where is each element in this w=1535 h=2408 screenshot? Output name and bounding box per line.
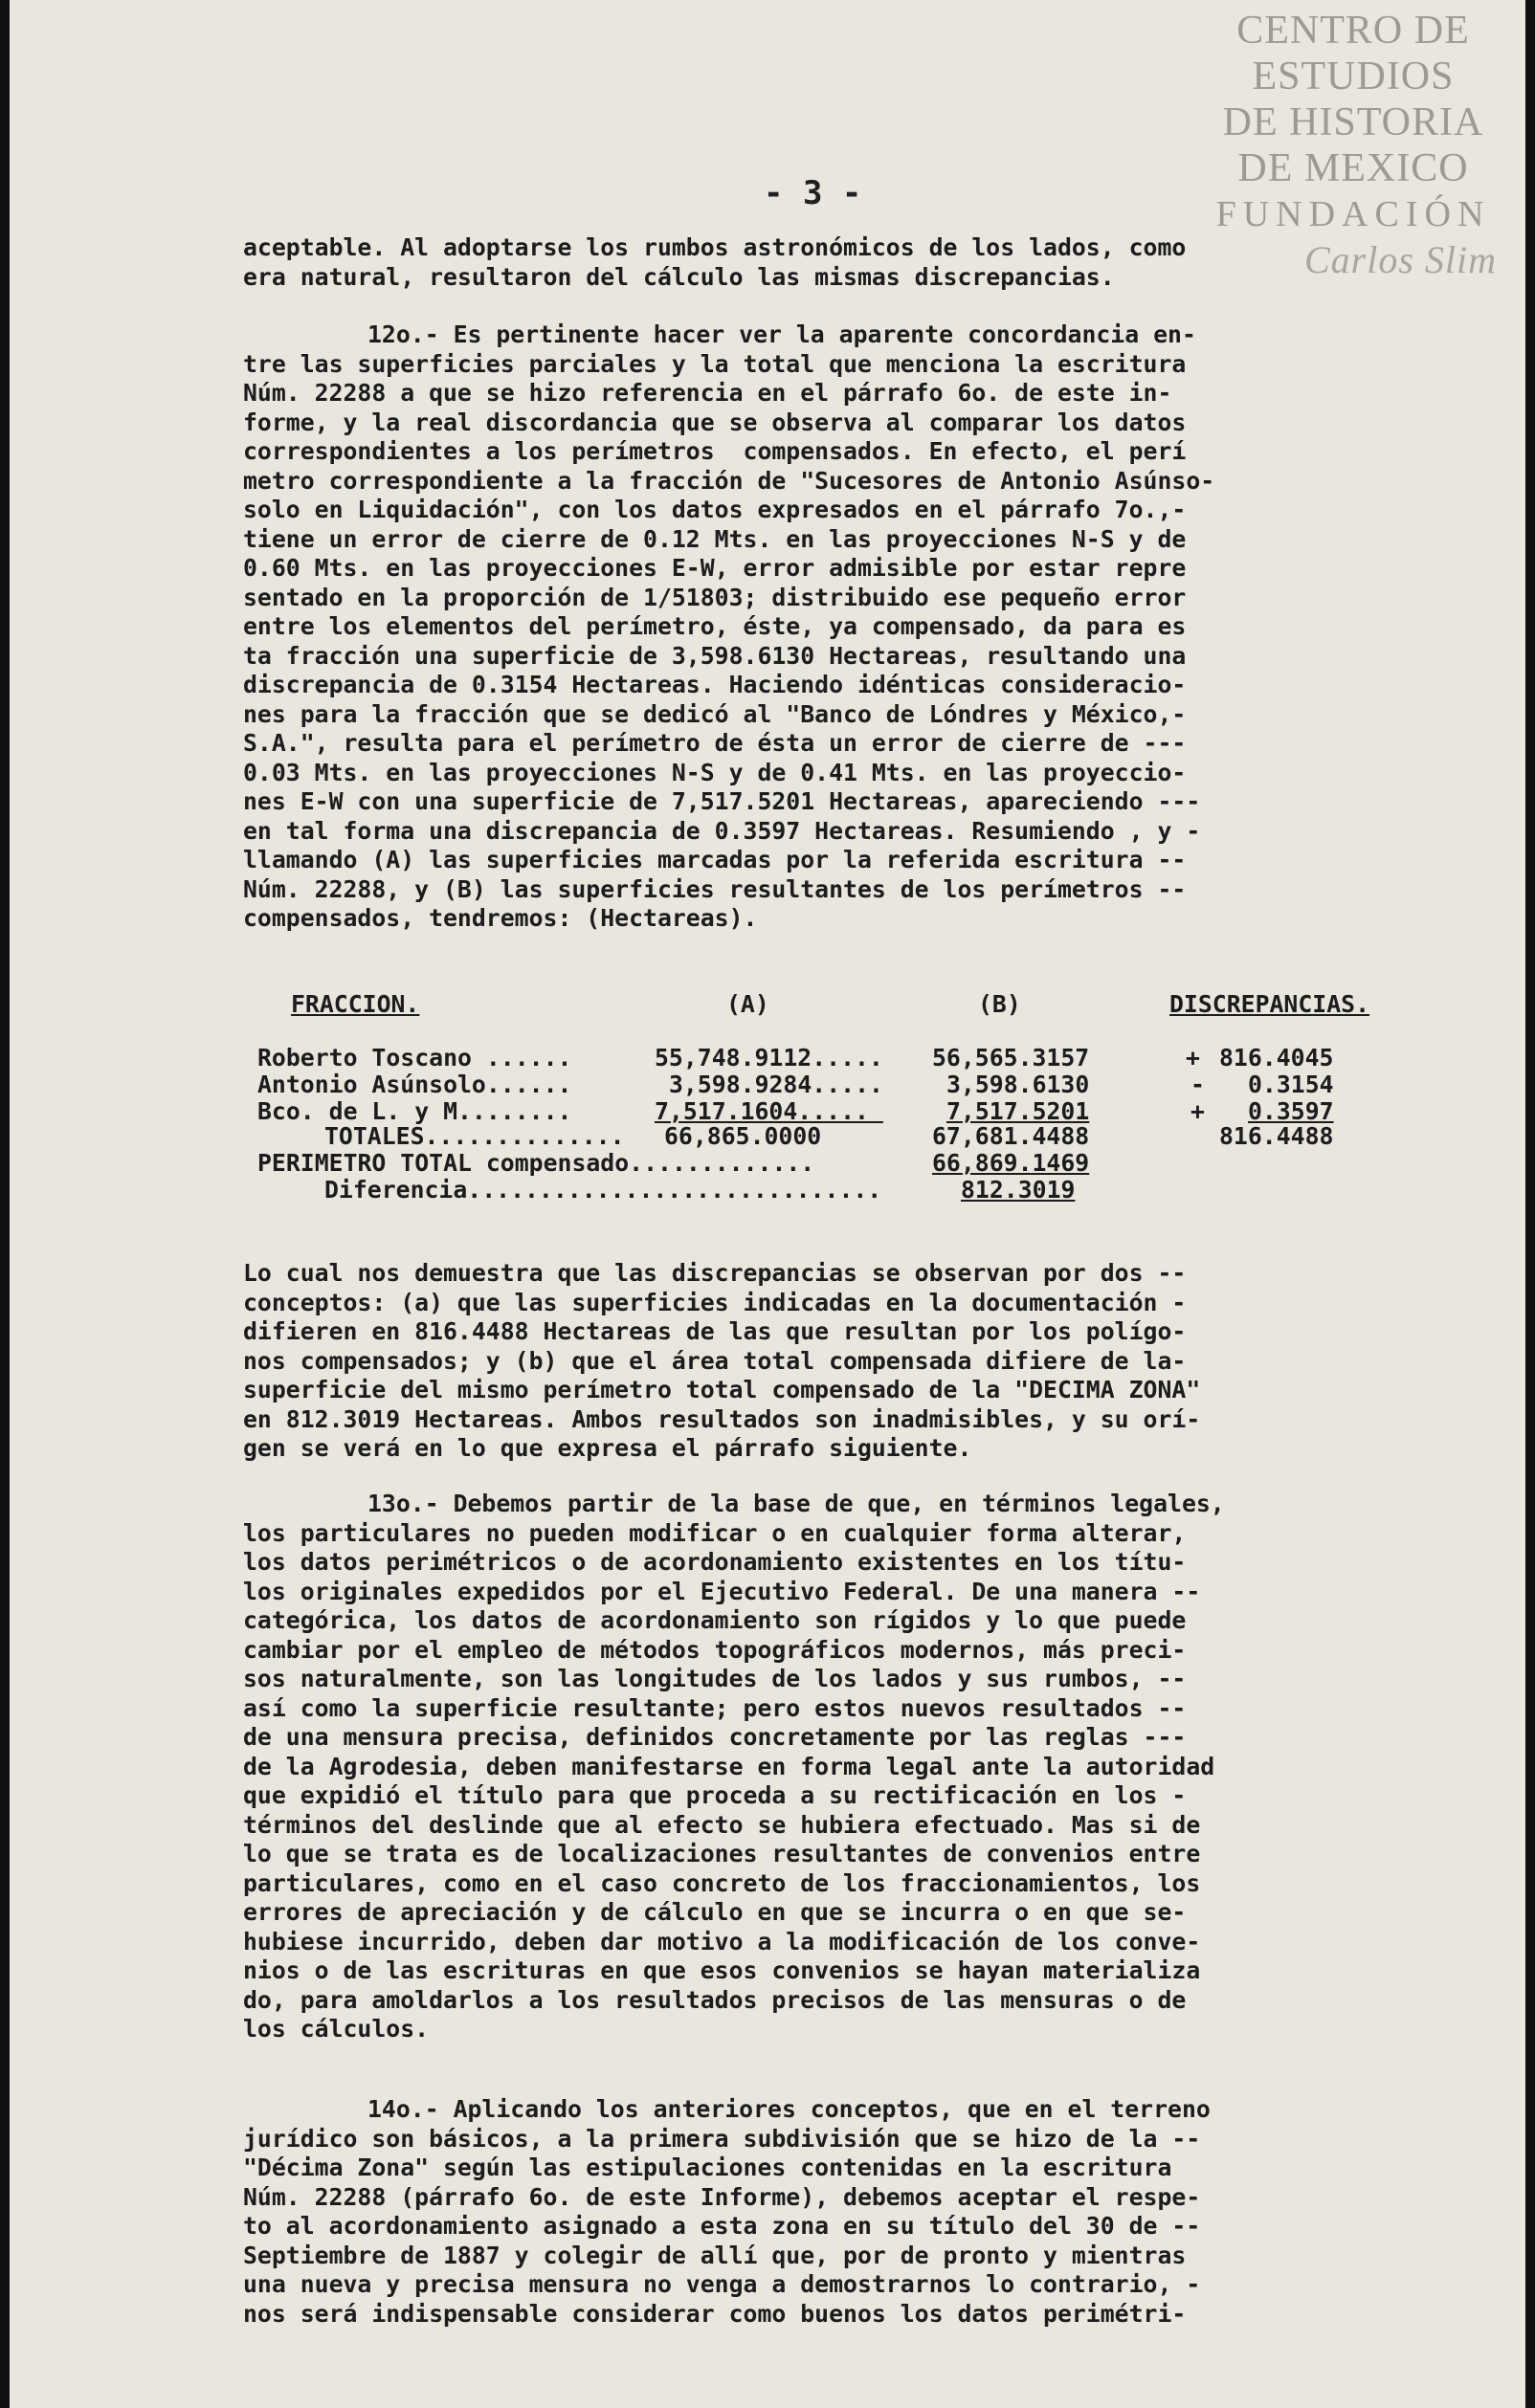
row-label: Bco. de L. y M........ [257, 1097, 572, 1125]
text-line: 0.60 Mts. en las proyecciones E-W, error admisible por estar repre [243, 554, 1187, 582]
text-line: era natural, resultaron del cálculo las mismas discrepancias. [243, 262, 1115, 291]
row-a: 7,517.1604..... [655, 1097, 883, 1125]
text-line: 12o.- Es pertinente hacer ver la aparente concordancia en- [367, 320, 1196, 348]
text-line: de una mensura precisa, definidos concretamente por las reglas --- [243, 1723, 1187, 1751]
watermark-line-4: DE MEXICO [1237, 146, 1469, 190]
text-line: 14o.- Aplicando los anteriores conceptos, que en el terreno [367, 2095, 1211, 2123]
watermark-line-3: DE HISTORIA [1222, 100, 1484, 144]
paragraph-intro [243, 233, 1449, 292]
text-line: que expidió el título para que proceda a su rectificación en los - [243, 1781, 1187, 1809]
watermark-line-1: CENTRO DE [1236, 9, 1470, 53]
text-line: en 812.3019 Hectareas. Ambos resultados son inadmisibles, y su orí- [243, 1404, 1201, 1433]
text-line: Núm. 22288 a que se hizo referencia en el párrafo 6o. de este in- [243, 379, 1172, 407]
diferencia-row [243, 1176, 1449, 1204]
text-line: hubiese incurrido, deben dar motivo a la modificación de los conve- [243, 1927, 1201, 1955]
text-line: gen se verá en lo que expresa el párrafo siguiente. [243, 1434, 972, 1462]
text-line: en tal forma una discrepancia de 0.3597 Hectareas. Resumiendo , y - [243, 816, 1201, 845]
row-b: 3,598.6130 [946, 1071, 1090, 1098]
totals-a: 66,865.0000 [664, 1122, 822, 1150]
text-line: Núm. 22288 (párrafo 6o. de este Informe), debemos aceptar el respe- [243, 2182, 1201, 2211]
text-line: cambiar por el empleo de métodos topográficos modernos, más preci- [243, 1635, 1187, 1664]
paragraph-conclusion [243, 1259, 1449, 1464]
totals-b: 67,681.4488 [932, 1122, 1090, 1150]
paragraph-14 [243, 2095, 1449, 2329]
text-line: tre las superficies parciales y la total que menciona la escritura [243, 349, 1187, 378]
perimetro-b: 66,869.1469 [932, 1149, 1090, 1177]
header-a: (A) [726, 990, 769, 1018]
text-line: Lo cual nos demuestra que las discrepancias se observan por dos -- [243, 1259, 1187, 1287]
header-b: (B) [978, 990, 1021, 1018]
totals-label: TOTALES.............. [324, 1122, 625, 1150]
paragraph-13 [243, 1490, 1449, 2044]
text-line: particulares, como en el caso concreto de los fraccionamientos, los [243, 1868, 1201, 1897]
row-a: 55,748.9112..... [655, 1044, 883, 1071]
totals-row [243, 1122, 1449, 1151]
page-number: - 3 - [764, 174, 862, 212]
row-disc: 0.3154 [1248, 1071, 1334, 1098]
text-line: discrepancia de 0.3154 Hectareas. Haciendo idénticas consideracio- [243, 671, 1187, 698]
text-line: tiene un error de cierre de 0.12 Mts. en las proyecciones N-S y de [243, 524, 1187, 553]
text-line: entre los elementos del perímetro, éste, ya compensado, da para es [243, 612, 1187, 640]
text-line: superficie del mismo perímetro total compensado de la "DECIMA ZONA" [243, 1376, 1201, 1403]
text-line: jurídico son básicos, a la primera subdivisión que se hizo de la -- [243, 2124, 1201, 2153]
table-row [243, 1044, 1449, 1072]
text-line: así como la superficie resultante; pero estos nuevos resultados -- [243, 1693, 1187, 1722]
text-line: nios o de las escrituras en que esos convenios se hayan materializa [243, 1956, 1201, 1984]
text-line: nos compensados; y (b) que el área total compensada difiere de la- [243, 1346, 1187, 1375]
row-label: Roberto Toscano ...... [257, 1044, 572, 1071]
text-line: 13o.- Debemos partir de la base de que, en términos legales, [367, 1490, 1225, 1517]
perimetro-row [243, 1149, 1449, 1178]
text-line: 0.03 Mts. en las proyecciones N-S y de 0.41 Mts. en las proyeccio- [243, 758, 1187, 786]
watermark-foundation: FUNDACIÓN [1215, 194, 1491, 234]
text-line: to al acordonamiento asignado a esta zona en su título del 30 de -- [243, 2212, 1201, 2240]
text-line: metro correspondiente a la fracción de "Sucesores de Antonio Asúnso- [243, 466, 1215, 495]
row-label: Antonio Asúnsolo...... [257, 1071, 587, 1098]
text-line: difieren en 816.4488 Hectareas de las que resultan por los polígo- [243, 1317, 1187, 1345]
header-discrepancias: DISCREPANCIAS. [1169, 990, 1370, 1018]
row-disc: 0.3597 [1248, 1097, 1334, 1125]
text-line: conceptos: (a) que las superficies indicadas en la documentación - [243, 1288, 1187, 1316]
text-line: de la Agrodesia, deben manifestarse en forma legal ante la autoridad [243, 1752, 1215, 1780]
document-page [10, 0, 1525, 2408]
watermark-line-2: ESTUDIOS [1252, 55, 1455, 99]
text-line: términos del deslinde que al efecto se hubiera efectuado. Mas si de [243, 1810, 1201, 1839]
text-line: los particulares no pueden modificar o en cualquier forma alterar, [243, 1518, 1187, 1547]
text-line: Septiembre de 1887 y colegir de allí que, por de pronto y mientras [243, 2241, 1187, 2269]
watermark-signature: Carlos Slim [1303, 238, 1497, 281]
text-line: una nueva y precisa mensura no venga a demostrarnos lo contrario, - [243, 2270, 1201, 2298]
row-a: 3,598.9284..... [669, 1071, 898, 1098]
diferencia-b: 812.3019 [961, 1176, 1076, 1204]
header-fraccion: FRACCION. [291, 990, 420, 1018]
text-line: sos naturalmente, son las longitudes de los lados y sus rumbos, -- [243, 1665, 1187, 1692]
text-line: sentado en la proporción de 1/51803; distribuido ese pequeño error [243, 583, 1187, 611]
row-b: 56,565.3157 [932, 1044, 1090, 1071]
text-line: Núm. 22288, y (B) las superficies resultantes de los perímetros -- [243, 874, 1187, 903]
text-line: do, para amoldarlos a los resultados precisos de las mensuras o de [243, 1985, 1187, 2014]
row-sign: - [1190, 1071, 1205, 1098]
text-line: solo en Liquidación", con los datos expresados en el párrafo 7o.,- [243, 496, 1187, 523]
text-line: forme, y la real discordancia que se observa al comparar los datos [243, 408, 1187, 436]
text-line: errores de apreciación y de cálculo en que se incurra o en que se- [243, 1898, 1187, 1926]
perimetro-label: PERIMETRO TOTAL compensado............. [257, 1149, 815, 1177]
text-line: ta fracción una superficie de 3,598.6130 Hectareas, resultando una [243, 641, 1187, 670]
text-line: S.A.", resulta para el perímetro de ésta un error de cierre de --- [243, 729, 1187, 757]
text-line: llamando (A) las superficies marcadas por la referida escritura -- [243, 846, 1187, 873]
text-line: correspondientes a los perímetros compensados. En efecto, el perí [243, 437, 1187, 465]
text-line: los originales expedidos por el Ejecutivo Federal. De una manera -- [243, 1577, 1201, 1605]
text-line: compensados, tendremos: (Hectareas). [243, 904, 758, 932]
paragraph-12 [243, 320, 1449, 934]
text-line: nes E-W con una superficie de 7,517.5201 Hectareas, apareciendo --- [243, 787, 1201, 815]
text-line: los cálculos. [243, 2015, 430, 2043]
text-line: categórica, los datos de acordonamiento son rígidos y lo que puede [243, 1606, 1187, 1634]
table-row [243, 1071, 1449, 1099]
text-line: aceptable. Al adoptarse los rumbos astronómicos de los lados, como [243, 233, 1187, 261]
row-b: 7,517.5201 [946, 1097, 1090, 1125]
text-line: los datos perimétricos o de acordonamiento existentes en los títu- [243, 1548, 1187, 1576]
text-line: lo que se trata es de localizaciones resultantes de convenios entre [243, 1840, 1201, 1867]
text-line: nes para la fracción que se dedicó al "Banco de Lóndres y México,- [243, 699, 1187, 728]
row-sign: + [1190, 1097, 1205, 1125]
row-sign: + [1186, 1044, 1200, 1071]
text-line: "Décima Zona" según las estipulaciones contenidas en la escritura [243, 2154, 1172, 2181]
row-disc: 816.4045 [1219, 1044, 1334, 1071]
diferencia-label: Diferencia............................. [324, 1176, 882, 1204]
totals-disc: 816.4488 [1219, 1122, 1334, 1150]
text-line: nos será indispensable considerar como buenos los datos perimétri- [243, 2299, 1187, 2328]
